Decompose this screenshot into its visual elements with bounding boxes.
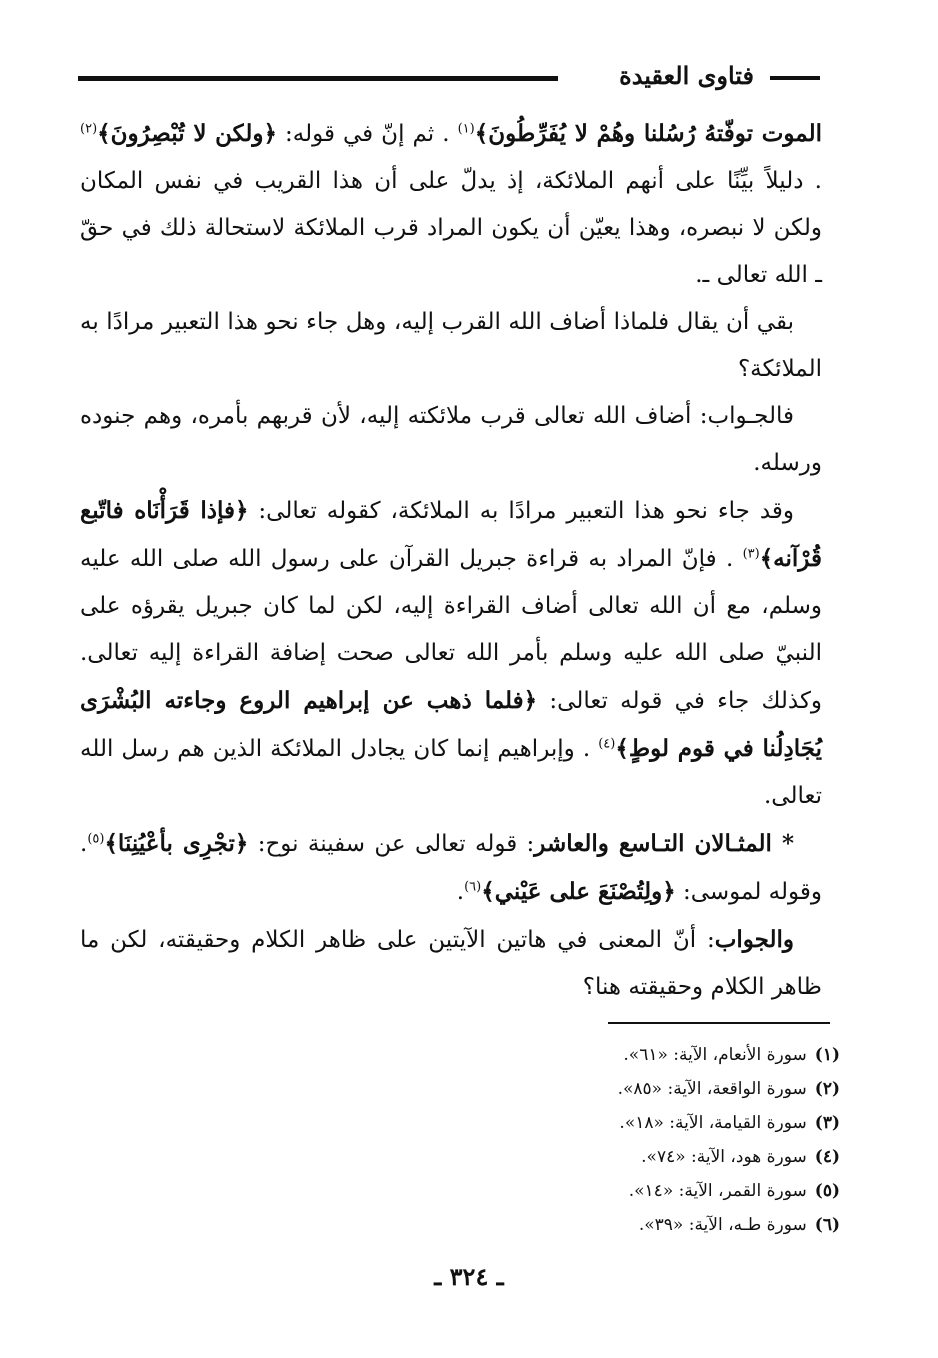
quoted-text: والجواب (714, 926, 794, 953)
paragraph (80, 110, 822, 299)
footnote-item (440, 1208, 840, 1242)
footnote-ref: (٣) (742, 546, 760, 562)
quoted-text: * المثـالان التـاسع والعاشر (534, 830, 794, 857)
text-run: . وقوله لموسى: (80, 831, 822, 905)
footnote-number: (٤) (814, 1147, 840, 1167)
footnote-ref: (٥) (87, 831, 105, 847)
quoted-text: ﴿فإذا قَرَأْنَاه فاتّبع قُرْآنه﴾ (80, 497, 822, 572)
footnote-ref: (٦) (464, 879, 482, 895)
footnote-number: (٣) (814, 1113, 840, 1133)
paragraph (80, 916, 822, 1011)
footnote-number: (٢) (814, 1079, 840, 1099)
header-rule (78, 76, 558, 81)
quoted-text: ﴿ولِتُصْنَعَ على عَيْني﴾ (481, 878, 676, 905)
paragraph (80, 487, 822, 820)
footnote-text: سورة الواقعة، الآية: «٨٥». (617, 1079, 807, 1099)
quoted-text: ﴿تجْرِى بأعْيُنِنَا﴾ (104, 830, 249, 857)
header-title: فتاوى العقيدة (619, 61, 754, 90)
paragraph (80, 393, 822, 487)
footnote-ref: (٢) (80, 121, 98, 137)
running-header (78, 58, 820, 98)
paragraph (80, 299, 822, 393)
quoted-text: الموت توفّتهُ رُسُلنا وهُمْ لا يُفَرِّطُونَ﴾ (474, 120, 823, 147)
text-run: . وإبراهيم إنما كان يجادل الملائكة الذين هم رسل الله تعالى. (80, 736, 822, 809)
footnote-number: (٦) (814, 1215, 840, 1235)
text-run: : قوله تعالى عن سفينة نوح: (248, 831, 535, 857)
footnote-number: (٥) (814, 1181, 840, 1201)
footnote-text: سورة القمر، الآية: «١٤». (628, 1181, 807, 1201)
footnote-item (440, 1038, 840, 1072)
footnote-ref: (٤) (598, 736, 616, 752)
text-run: : أنّ المعنى في هاتين الآيتين على ظاهر الكلام وحقيقته، لكن ما ظاهر الكلام وحقيقته هنا؟ (80, 927, 822, 1000)
page-number: ـ ٣٢٤ ـ (434, 1262, 504, 1291)
text-run: فالجـواب: أضاف الله تعالى قرب ملائكته إليه، لأن قربهم بأمره، وهم جنوده ورسله. (80, 403, 822, 476)
footnotes (440, 1038, 840, 1242)
footnote-text: سورة الأنعام، الآية: «٦١». (623, 1045, 807, 1065)
footnote-ref: (١) (457, 121, 475, 137)
body-text (80, 110, 822, 1011)
text-run: . فإنّ المراد به قراءة جبريل القرآن على رسول الله صلى الله عليه وسلم، مع أن الله تعالى أضاف القراءة إليه، لكن لما كان جبريل يقرؤه على النبيّ صلى الله عليه وسلم بأمر الله تعالى صحت إضافة القراءة إليه تعالى. وكذلك جاء في قوله تعالى: (80, 546, 822, 714)
footnote-item (440, 1072, 840, 1106)
header-dash (770, 76, 820, 80)
footnote-item (440, 1106, 840, 1140)
footnote-item (440, 1174, 840, 1208)
text-run: . دليلاً بيِّنًا على أنهم الملائكة، إذ يدلّ على أن هذا القريب في نفس المكان ولكن لا نبصره، وهذا يعيّن أن يكون المراد قرب الملائكة لاستحالة ذلك في حقّ ـ الله تعالى ـ. (80, 168, 822, 288)
footnote-separator (608, 1022, 830, 1024)
footnote-text: سورة هود، الآية: «٧٤». (641, 1147, 807, 1167)
footnote-item (440, 1140, 840, 1174)
text-run: . (456, 879, 465, 905)
quoted-text: ﴿فلما ذهب عن إبراهيم الروع وجاءته البُشْرَى يُجَادِلُنا في قوم لوطٍ﴾ (80, 687, 822, 762)
footnote-number: (١) (814, 1045, 840, 1065)
paragraph (80, 820, 822, 916)
text-run: . ثم إنّ في قوله: (276, 121, 458, 147)
footnote-text: سورة القيامة، الآية: «١٨». (619, 1113, 807, 1133)
text-run: وقد جاء نحو هذا التعبير مرادًا به الملائكة، كقوله تعالى: (248, 498, 794, 524)
text-run: بقي أن يقال فلماذا أضاف الله القرب إليه، وهل جاء نحو هذا التعبير مرادًا به الملائكة؟ (80, 309, 822, 382)
quoted-text: ﴿ولكن لا تُبْصِرُونَ﴾ (97, 120, 277, 147)
footnote-text: سورة طـه، الآية: «٣٩». (638, 1215, 807, 1235)
